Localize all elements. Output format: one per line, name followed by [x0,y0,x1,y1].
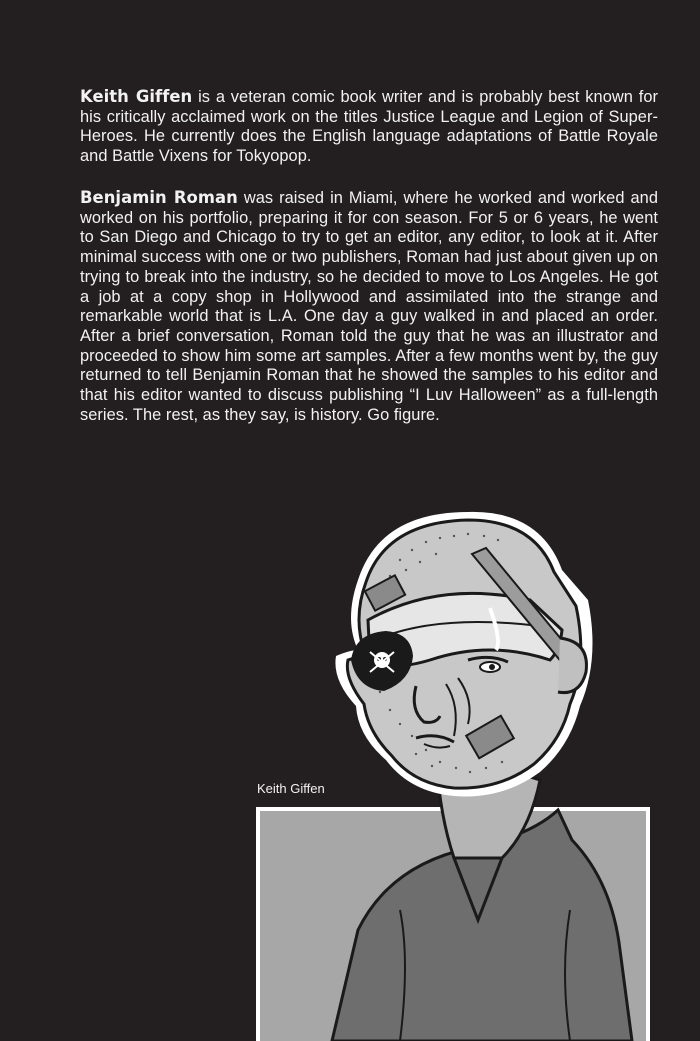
bio-benjamin-roman [80,188,658,425]
bio-text: was raised in Miami, where he worked and worked and worked on his portfolio, preparing it for con season. For 5 or 6 years, he went to San Diego and Chicago to try to get an editor, any editor, to look at it. After minimal success with one or two publishers, Roman had just about given up on trying to break into the industry, so he decided to move to Los Angeles. He got a job at a copy shop in Hollywood and assimilated into the strange and remarkable world that is L.A. One day a guy walked in and placed an order. After a brief conversation, Roman told the guy that he was an illustrator and proceeded to show him some art samples. After a few months went by, the guy returned to tell Benjamin Roman that he showed the samples to his editor and that his editor wanted to discuss publishing “I Luv Halloween” as a full-length series. The rest, as they say, is history. Go figure. [80,189,659,424]
bio-name: Keith Giffen [80,87,193,106]
bio-text: is a veteran comic book writer and is probably best known for his critically acclaimed work on the titles Justice League and Legion of Super-Heroes. He currently does the English language adaptations of Battle Royale and Battle Vixens for Tokyopop. [80,88,658,166]
bio-name: Benjamin Roman [80,188,238,207]
bio-keith-giffen [80,87,658,167]
portrait-caption: Keith Giffen [257,781,325,796]
portrait-illustration [240,510,700,1041]
